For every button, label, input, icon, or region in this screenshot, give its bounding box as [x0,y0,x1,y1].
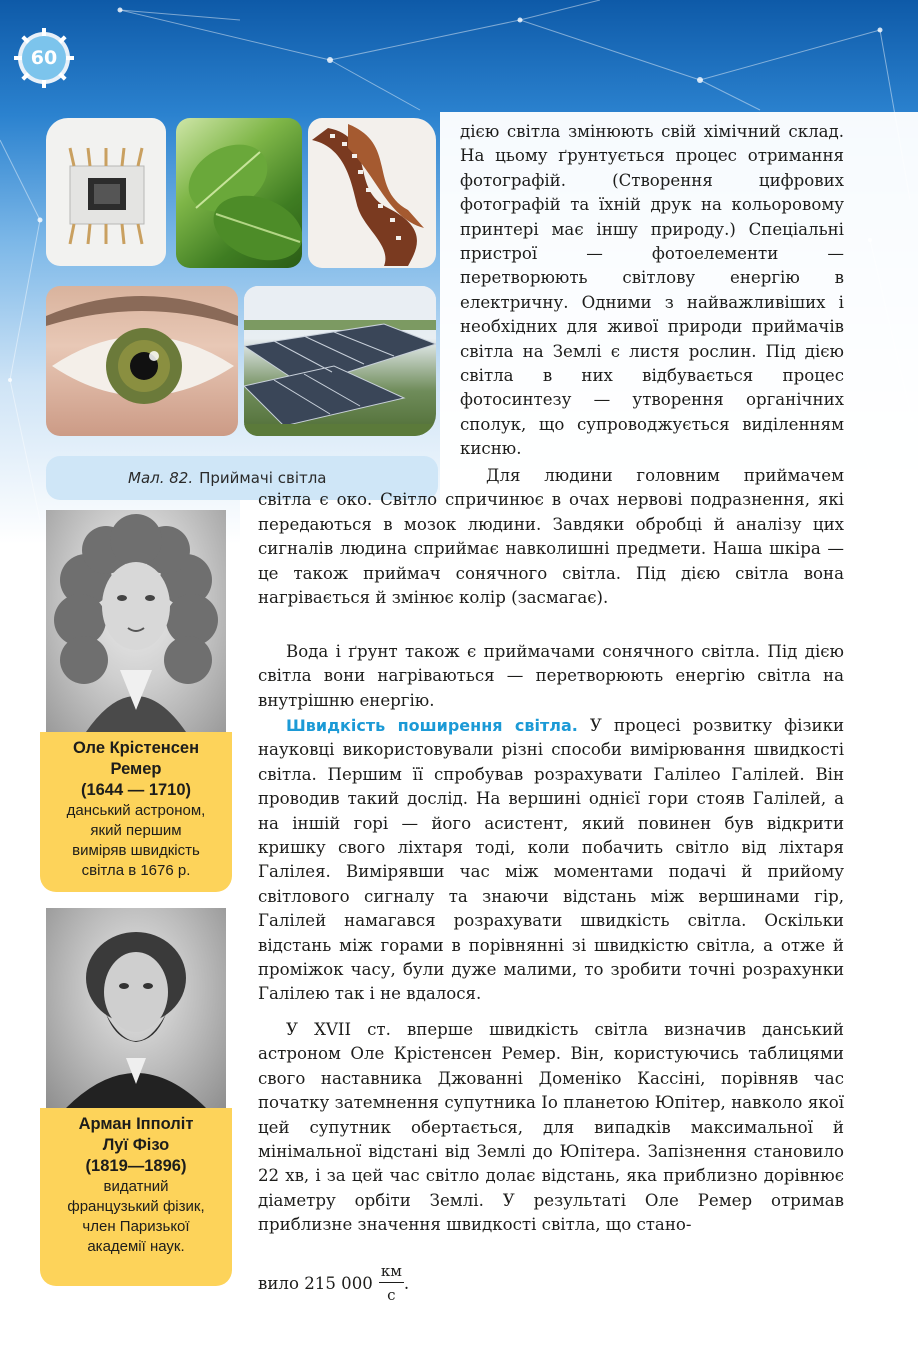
leaves-image [176,118,302,268]
romer-description: світла в 1676 р. [81,862,191,879]
romer-years: (1644 — 1710) [80,781,192,799]
romer-portrait [46,510,226,732]
page-number: 60 [30,47,58,69]
romer-description: данський астроном, [66,802,206,819]
paragraph-water-soil [258,640,844,713]
paragraph-romer [258,1018,844,1238]
formula-suffix: . [403,1273,410,1293]
photo-film-image [308,118,436,268]
romer-bio-card [40,732,232,892]
speed-formula [258,1262,409,1304]
paragraph-light-speed [258,714,844,1007]
page-number-badge [14,28,74,88]
romer-name: Ремер [110,760,162,778]
fizeau-description: академії наук. [87,1238,185,1255]
solar-panels-image [244,286,436,436]
fizeau-name: Луї Фізо [102,1136,170,1154]
microchip-image [46,118,166,266]
paragraph-eye [258,464,844,610]
fizeau-description: член Паризької [82,1218,190,1235]
romer-description: який першим [90,822,182,839]
fizeau-years: (1819—1896) [85,1157,187,1175]
fizeau-bio-card [40,1108,232,1286]
fraction-numerator: км [379,1262,404,1283]
fizeau-description: французький фізик, [67,1198,205,1215]
figure-label: Мал. 82. [128,469,194,487]
section-heading: Швидкість поширення світла. [286,716,578,735]
formula-prefix: вило 215 000 [258,1273,373,1293]
paragraph-eye-text: Для людини головним приймачем світла є око. Світло спричинює в очах нервові подразнення, які передаються в мозок людини. Завдяки обробці й аналізу цих сигналів людина сприймає навколишні предмети. Наша шкіра — це також приймач сонячного світла. Під дією світла вона нагрівається й змінює колір (засмагає). [258,466,844,608]
paragraph-receivers: дією світла змінюють свій хімічний склад. На цьому ґрунтується процес отримання фотографій. (Створення цифрових фотографій та їхній друк на кольоровому принтері має іншу природу.) Спеціальні пристрої — фотоелементи — перетворюють світлову енергію в електричну. Одними з найважливіших і необхідних для живої природи приймачів світла на Землі є листя рослин. Під дією світла в них відбувається процес фотосинтезу — утворення органічних сполук, що супроводжується виділенням кисню. [460,122,844,459]
fizeau-portrait [46,908,226,1108]
fraction-denominator: с [387,1286,396,1304]
figure-caption-text: Приймачі світла [199,469,327,487]
fizeau-description: видатний [103,1178,169,1195]
paragraph-romer-text: У XVII ст. вперше швидкість світла визначив данський астроном Оле Крістенсен Ремер. Він, користуючись таблицями свого наставника Джованні Доменіко Кассіні, порівняв час початку затемнення супутника Іо планетою Юпітер, навколо якої цей супутник обертається, для випадків максимальної й мінімальної відстані від Землі до Юпітера. Запізнення становило 22 хв, і за цей час світло долає відстань, яка приблизно дорівнює діаметру орбіти Землі. У результаті Оле Ремер отримав приблизне значення швидкості світла, що стано- [258,1020,844,1235]
romer-name: Оле Крістенсен [72,739,200,757]
fizeau-name: Арман Іпполіт [78,1115,194,1133]
eye-image [46,286,238,436]
paragraph-light-speed-text: У процесі розвитку фізики науковці використовували різні способи вимірювання швидкості світла. Першим її спробував розрахувати Галілео Галілей. Він проводив такий дослід. На вершині однієї гори стояв Галілей, а на іншій горі — його асистент, який повинен був відкрити кришку свого ліхтаря тоді, коли побачить світло від ліхтаря Галілея. Вимірявши час між моментами подачі й прийому світлового сигналу та знаючи відстань між вершинами гір, Галілей намагався розрахувати швидкість світла. Оскільки відстань між горами в порівнянні зі швидкістю світла, а отже й проміжок часу, були дуже малими, то зробити точні розрахунки Галілею так і не вдалося. [258,716,845,1004]
romer-description: виміряв швидкість [72,842,200,859]
paragraph-water-soil-text: Вода і ґрунт також є приймачами сонячного світла. Під дією світла вони нагріваються — перетворюють енергію світла на внутрішню енергію. [258,642,844,710]
unit-fraction [379,1262,404,1304]
